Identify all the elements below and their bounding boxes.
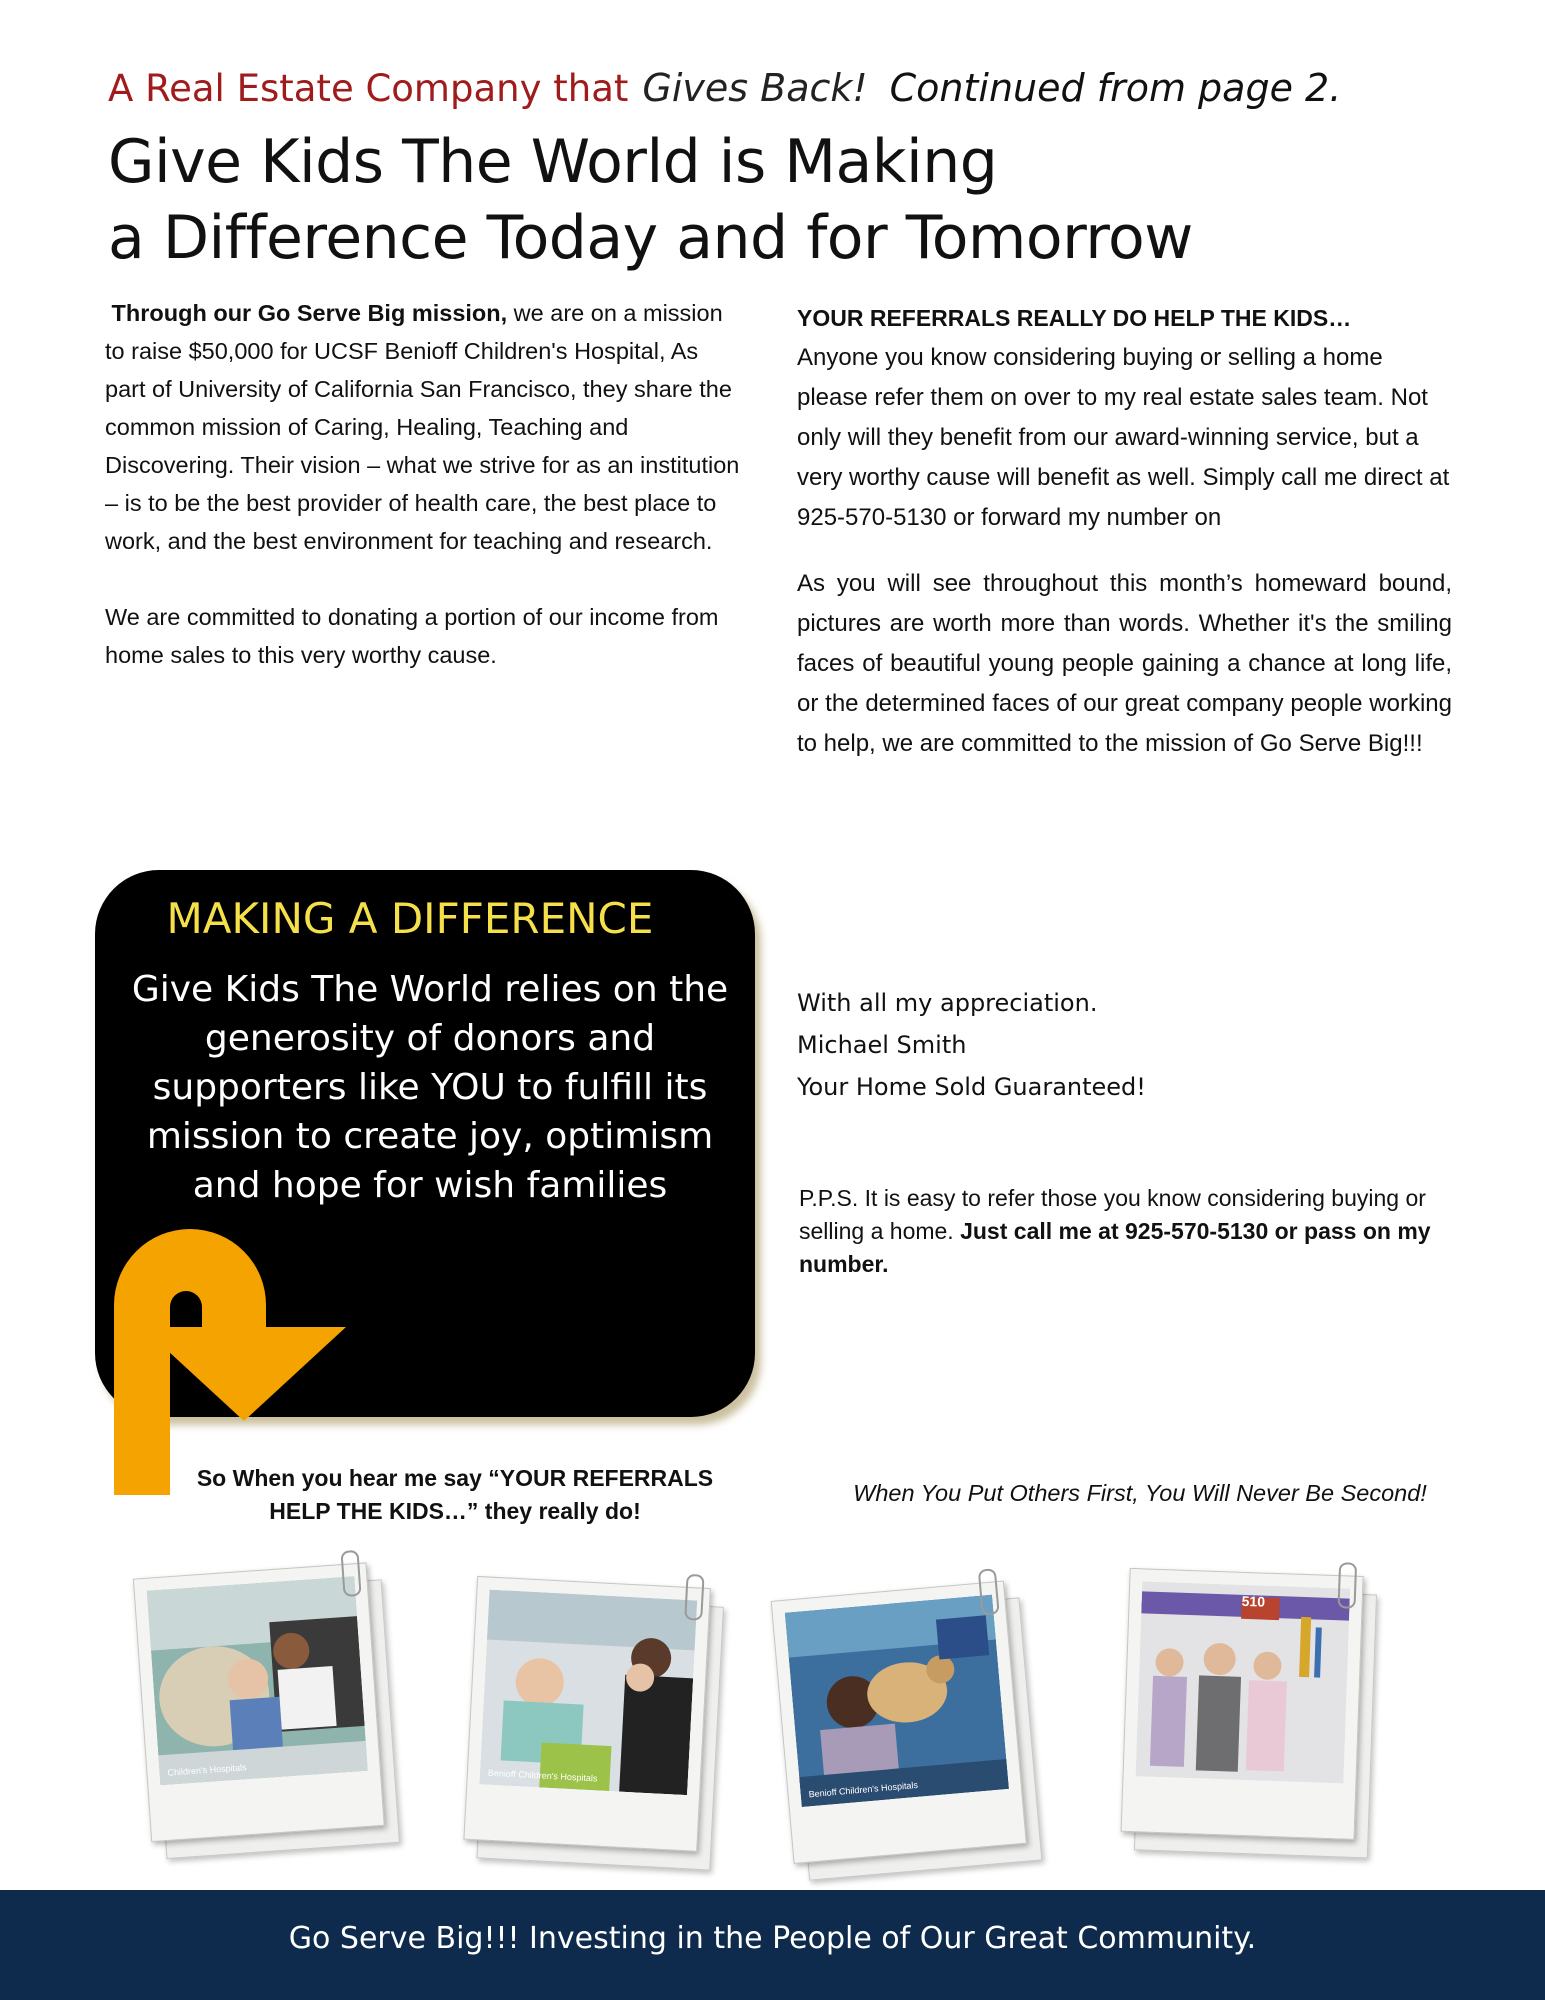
pps-bold: Just call me at 925-570-5130 or pass on my number.: [799, 1218, 1431, 1277]
paperclip-icon: [684, 1574, 704, 1621]
closing-quote: When You Put Others First, You Will Never Be Second!: [853, 1480, 1427, 1506]
pps-text: P.P.S. It is easy to refer those you know considering buying or selling a home.: [799, 1185, 1426, 1244]
photo-child-with-dog: [771, 1580, 1034, 1870]
callout-title: MAKING A DIFFERENCE: [166, 894, 654, 943]
right-column: [797, 298, 1452, 764]
headline-line-2: a Difference Today and for Tomorrow: [108, 203, 1193, 273]
kicker-gives-back: Gives Back!: [642, 66, 868, 110]
referrals-note-line-2: HELP THE KIDS…” they really do!: [269, 1498, 641, 1524]
photo-baby-with-nurse: [463, 1576, 717, 1858]
signoff-appreciation: With all my appreciation.: [797, 989, 1098, 1017]
left-paragraph-1: [105, 294, 745, 560]
u-turn-arrow-icon: [110, 1215, 360, 1500]
footer-text: Go Serve Big!!! Investing in the People of Our Great Community.: [288, 1921, 1257, 1956]
signoff-tagline: Your Home Sold Guaranteed!: [797, 1073, 1146, 1101]
photo-family-with-bell: [1120, 1568, 1369, 1846]
left-paragraph-2: We are committed to donating a portion of our income from home sales to this very worthy cause.: [105, 604, 719, 668]
photo-4-room-number: 510: [1241, 1592, 1266, 1610]
right-paragraph-2: As you will see throughout this month’s homeward bound, pictures are worth more than words. Whether it's the smiling faces of beautiful young people gaining a chance at long life, or the determined faces of our great company people working to help, we are committed to the mission of Go Serve Big!!!: [797, 570, 1452, 757]
signoff: [797, 982, 1146, 1108]
referrals-heading: YOUR REFERRALS REALLY DO HELP THE KIDS…: [797, 305, 1352, 331]
paperclip-icon: [340, 1550, 361, 1597]
kicker-company: A Real Estate Company that: [108, 67, 629, 110]
referrals-note-line-1: So When you hear me say “YOUR REFERRALS: [196, 1465, 714, 1491]
callout-text: Give Kids The World relies on the generosity of donors and supporters like YOU to fulfill its mission to create joy, optimism and hope for wish families: [131, 969, 729, 1206]
pps-note: [799, 1182, 1464, 1281]
referrals-note: [175, 1462, 735, 1528]
signoff-name: Michael Smith: [797, 1031, 967, 1059]
headline-line-1: Give Kids The World is Making: [108, 127, 998, 197]
header-kicker: [108, 66, 1341, 111]
lead-bold: Through our Go Serve Big mission,: [111, 300, 508, 326]
paperclip-icon: [1338, 1562, 1358, 1609]
left-para1-text: we are on a mission to raise $50,000 for UCSF Benioff Children's Hospital, As part of University of California San Francisco, they share the common mission of Caring, Healing, Teaching and Discovering. Their vision – what we strive for as an institution – is to be the best provider of health care, the best place to work, and the best environment for teaching and research.: [105, 300, 740, 554]
page-headline: [108, 124, 1193, 276]
photo-3-caption: Benioff Children's Hospitals: [808, 1779, 919, 1800]
right-paragraph-1: Anyone you know considering buying or selling a home please refer them on over to my real estate sales team. Not only will they benefit from our award-winning service, but a very worthy cause will benefit as well. Simply call me direct at 925-570-5130 or forward my number on: [797, 344, 1450, 531]
paperclip-icon: [978, 1568, 1000, 1615]
photo-2-caption: Benioff Children's Hospitals: [487, 1767, 598, 1784]
kicker-continued: Continued from page 2.: [889, 66, 1342, 110]
photo-1-caption: Children's Hospitals: [167, 1762, 247, 1778]
photo-patient-with-visitor: [133, 1562, 391, 1848]
left-column: [105, 294, 745, 712]
